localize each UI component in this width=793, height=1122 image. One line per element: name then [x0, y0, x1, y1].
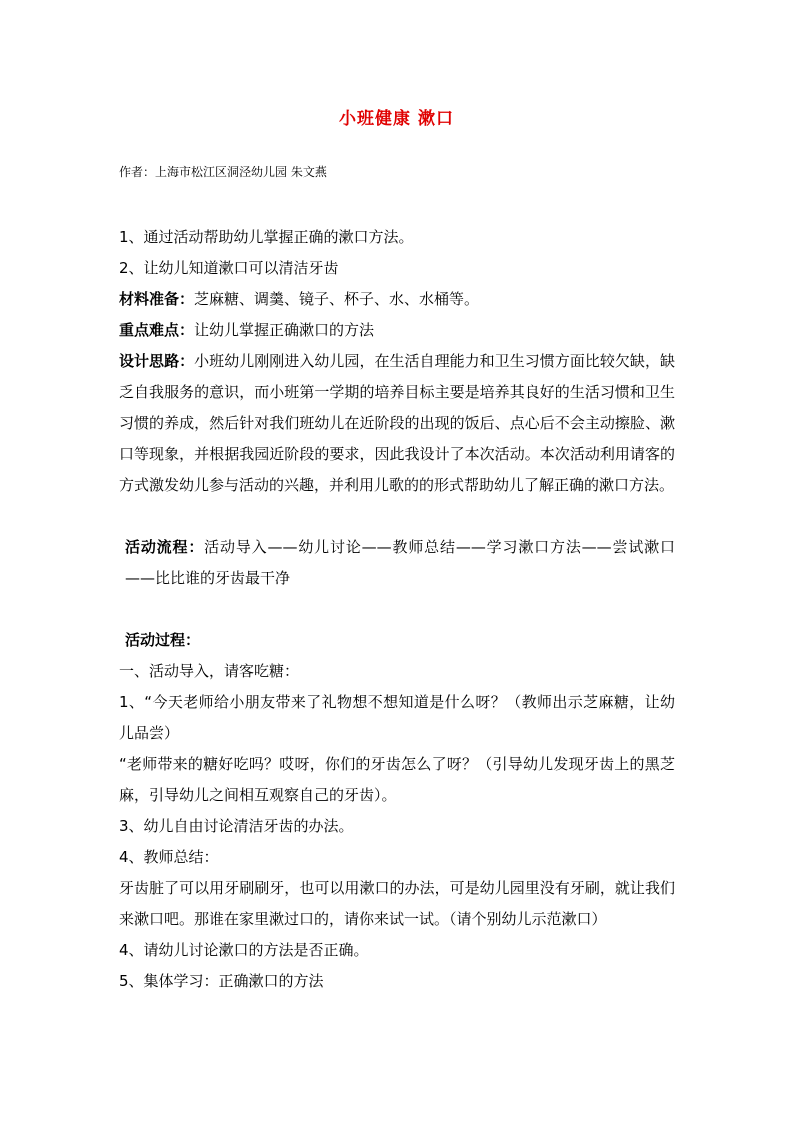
flow-label: 活动流程： — [125, 538, 205, 556]
key-point-paragraph — [119, 315, 675, 346]
process-line: 牙齿脏了可以用牙刷刷牙，也可以用漱口的办法，可是幼儿园里没有牙刷，就让我们来漱口吧。那谁在家里漱过口的，请你来试一试。（请个别幼儿示范漱口） — [119, 879, 675, 928]
materials-paragraph — [119, 284, 675, 315]
flow-text: 活动导入——幼儿讨论——教师总结——学习漱口方法——尝试漱口——比比谁的牙齿最干净 — [125, 538, 675, 587]
process-line: 1、“今天老师给小朋友带来了礼物想不想知道是什么呀？（教师出示芝麻糖，让幼儿品尝） — [119, 693, 675, 742]
key-point-label: 重点难点： — [119, 321, 195, 339]
process-line: 4、请幼儿讨论漱口的方法是否正确。 — [119, 941, 369, 959]
goal-line: 2、让幼儿知道漱口可以清洁牙齿 — [119, 259, 339, 277]
goal-line: 1、通过活动帮助幼儿掌握正确的漱口方法。 — [119, 228, 414, 246]
flow-paragraph — [119, 532, 675, 594]
process-line: 4、教师总结： — [119, 848, 219, 866]
design-label: 设计思路： — [119, 352, 195, 370]
process-heading — [119, 625, 675, 656]
key-point-text: 让幼儿掌握正确漱口的方法 — [194, 321, 375, 339]
spacer — [119, 501, 675, 532]
document-body — [119, 222, 675, 997]
process-line: 3、幼儿自由讨论清洁牙齿的办法。 — [119, 817, 354, 835]
process-label: 活动过程： — [125, 631, 201, 649]
page-title: 小班健康 漱口 — [339, 109, 454, 129]
process-line: 一、活动导入，请客吃糖： — [119, 662, 300, 680]
author-line: 作者：上海市松江区洞泾幼儿园 朱文燕 — [119, 165, 327, 179]
materials-text: 芝麻糖、调羹、镜子、杯子、水、水桶等。 — [194, 290, 480, 308]
process-line: 5、集体学习：正确漱口的方法 — [119, 972, 324, 990]
design-paragraph — [119, 346, 675, 501]
materials-label: 材料准备： — [119, 290, 195, 308]
process-line: “老师带来的糖好吃吗？哎呀，你们的牙齿怎么了呀？（引导幼儿发现牙齿上的黑芝麻，引导幼儿之间相互观察自己的牙齿）。 — [119, 755, 675, 804]
spacer — [119, 594, 675, 625]
design-text: 小班幼儿刚刚进入幼儿园，在生活自理能力和卫生习惯方面比较欠缺，缺乏自我服务的意识，而小班第一学期的培养目标主要是培养其良好的生活习惯和卫生习惯的养成，然后针对我们班幼儿在近阶段的出现的饭后、点心后不会主动擦脸、漱口等现象，并根据我园近阶段的要求，因此我设计了本次活动。本次活动利用请客的方式激发幼儿参与活动的兴趣，并利用儿歌的的形式帮助幼儿了解正确的漱口方法。 — [119, 352, 675, 494]
